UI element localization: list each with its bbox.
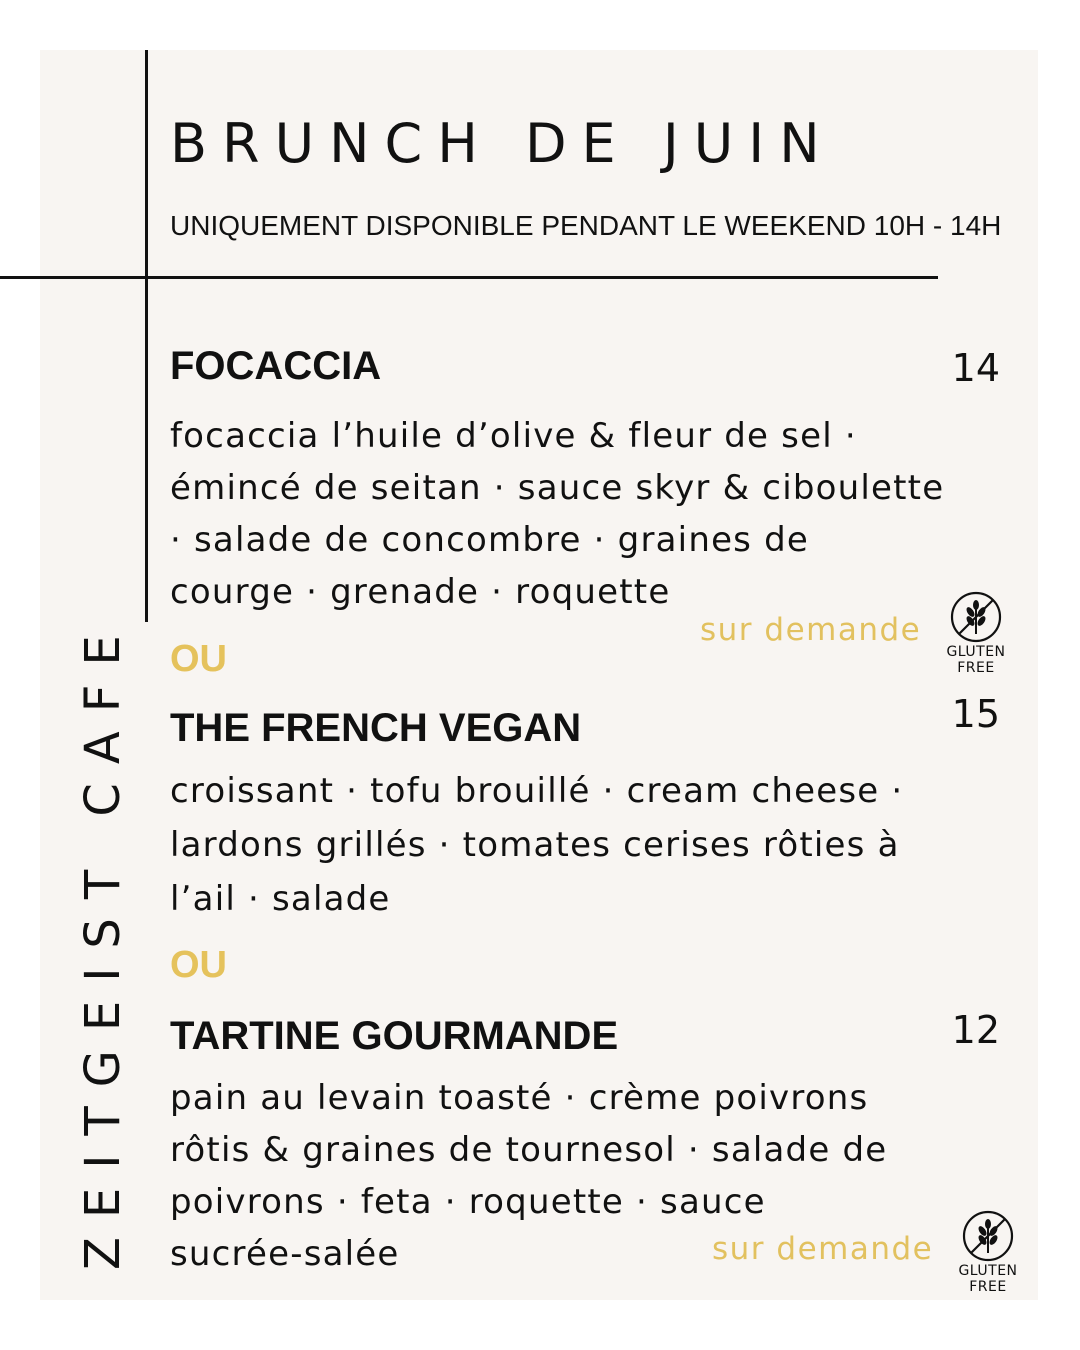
description-line: pain au levain toasté · crème poivrons [170,1078,869,1118]
horizontal-divider [0,276,938,279]
description-line: émincé de seitan · sauce skyr & ciboulette [170,468,945,508]
description-line: · salade de concombre · graines de [170,520,810,560]
badge-label-free: FREE [969,1279,1007,1295]
vertical-divider [145,50,148,622]
item-name-focaccia: FOCACCIA [170,344,382,388]
gluten-free-icon [961,1209,1015,1263]
menu-subtitle: UNIQUEMENT DISPONIBLE PENDANT LE WEEKEND 10H - 14H [170,210,1002,241]
item-name-tartine-gourmande: TARTINE GOURMANDE [170,1014,619,1058]
item-description-french-vegan [170,764,1040,926]
badge-label-gluten: GLUTEN [946,644,1006,660]
item-description-focaccia [170,410,1040,618]
description-line: lardons grillés · tomates cerises rôties à [170,825,900,865]
description-line: croissant · tofu brouillé · cream cheese · [170,771,904,811]
description-line: rôtis & graines de tournesol · salade de [170,1130,888,1170]
badge-label-gluten: GLUTEN [958,1263,1018,1279]
item-name-french-vegan: THE FRENCH VEGAN [170,706,582,750]
gluten-free-icon [949,590,1003,644]
description-line: l’ail · salade [170,879,391,919]
gluten-free-badge [936,590,1016,676]
description-line: sucrée-salée [170,1234,400,1274]
description-line: focaccia l’huile d’olive & fleur de sel · [170,416,857,456]
item-price-french-vegan: 15 [951,692,1000,736]
menu-title: BRUNCH DE JUIN [170,112,835,175]
brand-name: ZEITGEIST CAFE [75,616,131,1270]
on-request-note: sur demande [712,1231,934,1267]
item-price-focaccia: 14 [951,346,1000,390]
or-separator: OU [170,944,227,986]
gluten-free-badge [948,1209,1028,1295]
badge-label-free: FREE [957,660,995,676]
description-line: poivrons · feta · roquette · sauce [170,1182,766,1222]
description-line: courge · grenade · roquette [170,572,671,612]
item-price-tartine-gourmande: 12 [951,1008,1000,1052]
or-separator: OU [170,638,227,680]
on-request-note: sur demande [700,612,922,648]
